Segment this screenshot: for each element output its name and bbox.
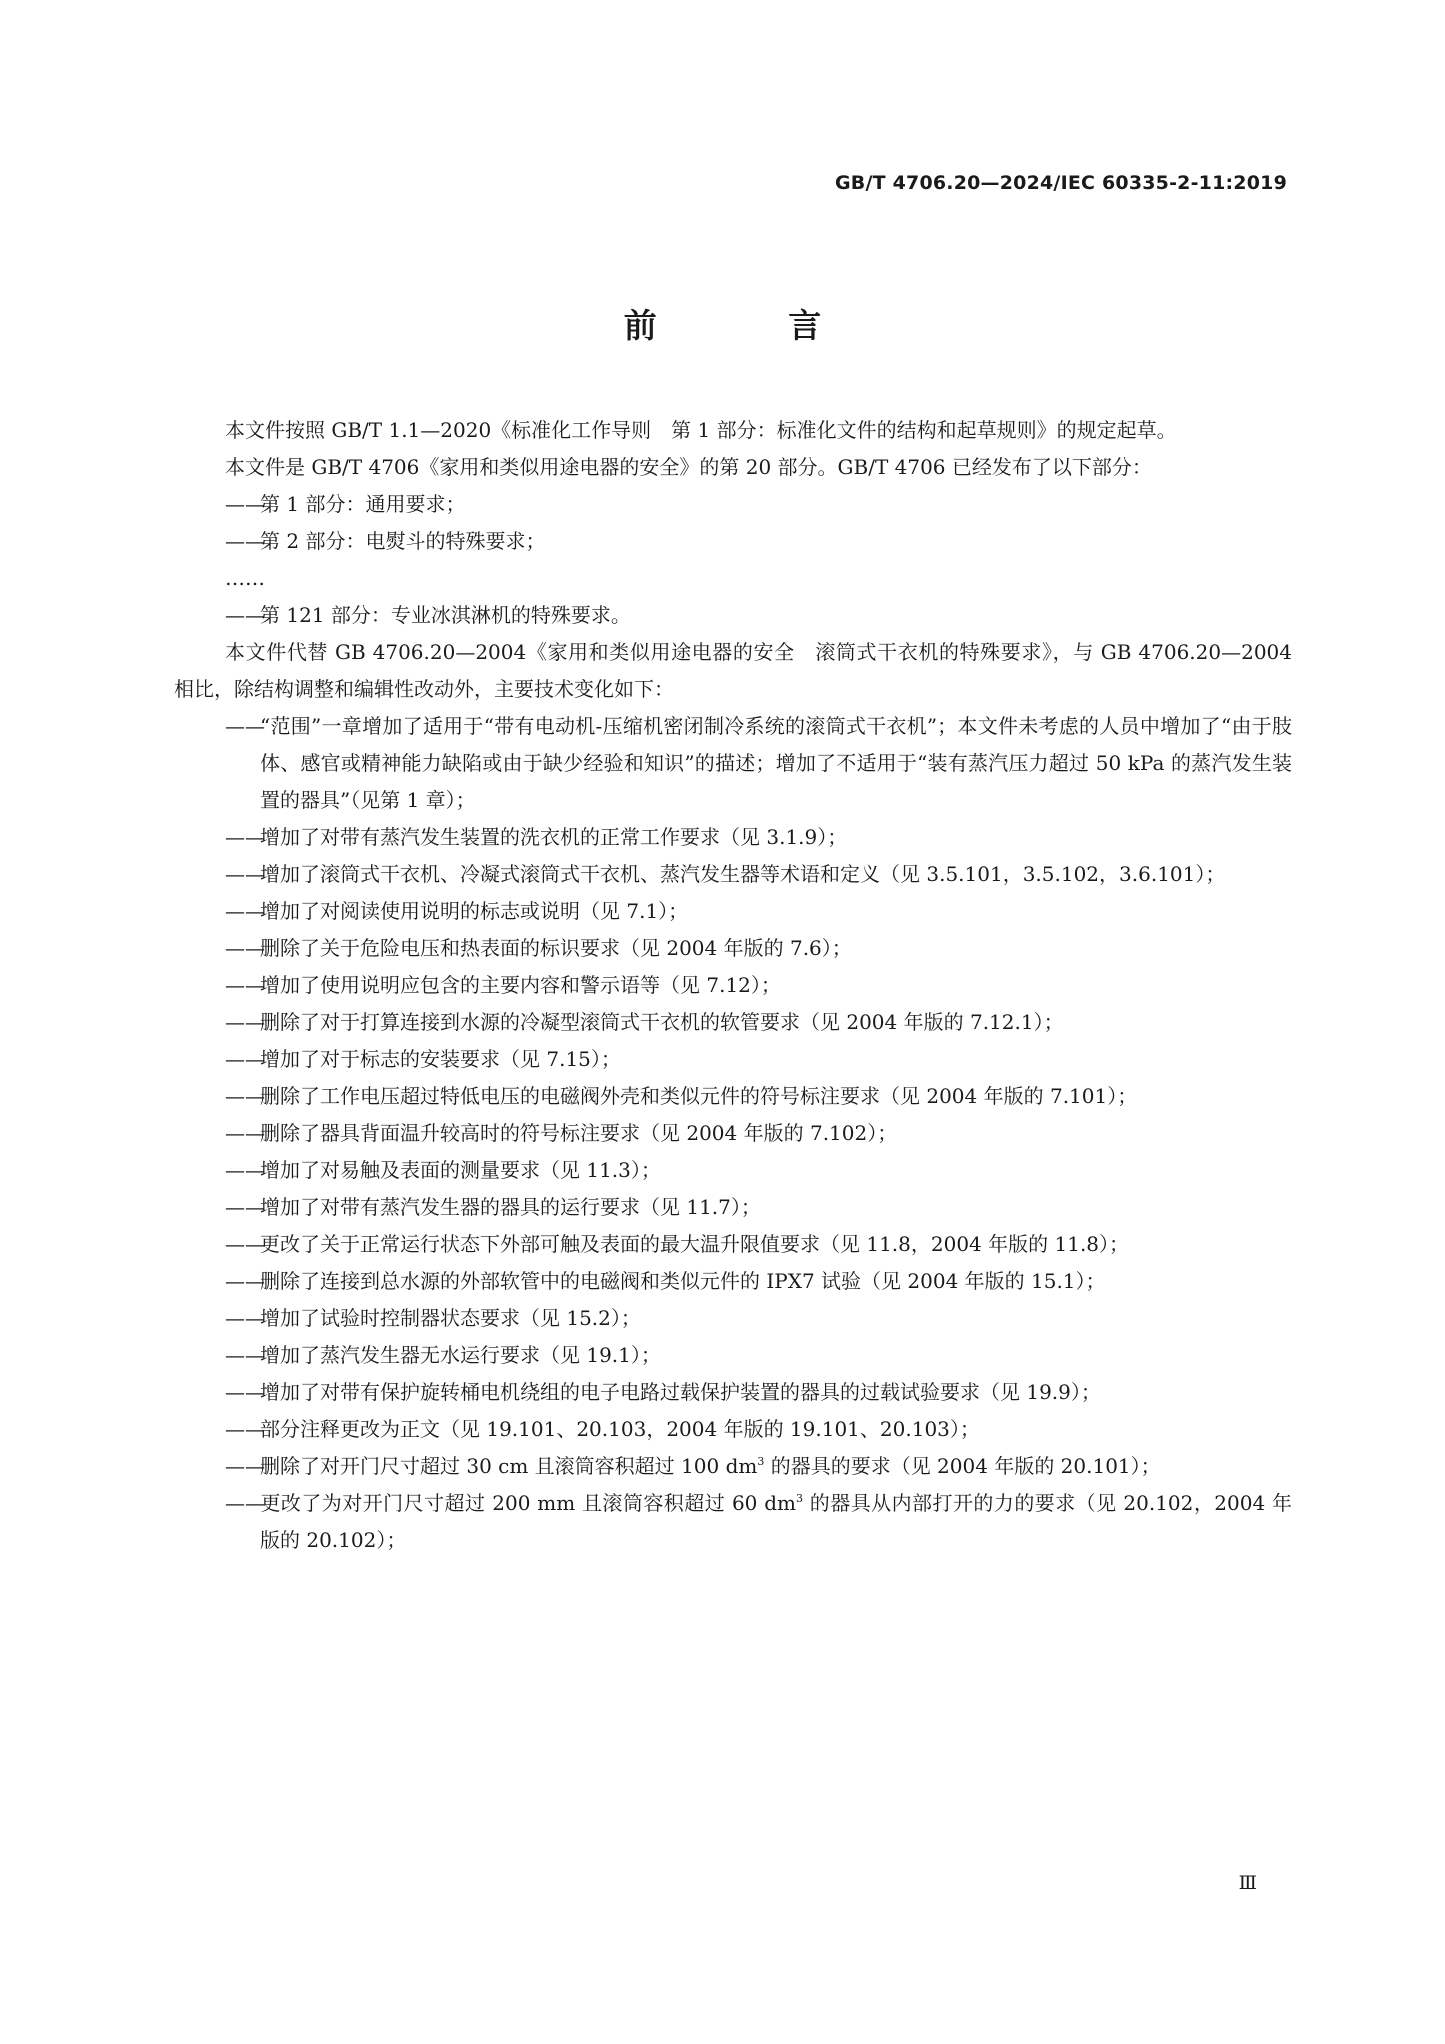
change-item-text: 增加了对带有蒸汽发生装置的洗衣机的正常工作要求（见 3.1.9）； [260,825,848,849]
list-dash: —— [225,1158,265,1182]
list-dash: —— [225,973,265,997]
change-item-text: 的器具从内部打开的力的要求（见 20.102，2004 年版的 20.102）； [260,1491,1292,1552]
change-item [174,1152,1292,1189]
change-item-text: 删除了工作电压超过特低电压的电磁阀外壳和类似元件的符号标注要求（见 2004 年版的 7.101）； [260,1084,1138,1108]
list-dash: —— [225,529,265,553]
list-dash: —— [225,1380,265,1404]
list-dash: —— [225,1084,265,1108]
change-item [174,1485,1292,1559]
list-dash: —— [225,936,265,960]
list-dash: —— [225,1121,265,1145]
change-item-text: 的器具的要求（见 2004 年版的 20.101）； [764,1454,1161,1478]
change-item-text: “范围”一章增加了适用于“带有电动机-压缩机密闭制冷系统的滚筒式干衣机”；本文件未考虑的人员中增加了“由于肢体、感官或精神能力缺陷或由于缺少经验和知识”的描述；增加了不适用于“装有蒸汽压力超过 50 kPa 的蒸汽发生装置的器具”（见第 1 章）； [260,714,1292,812]
change-item [174,819,1292,856]
change-item-text: 删除了对开门尺寸超过 30 cm 且滚筒容积超过 100 dm [260,1454,758,1478]
list-dash: —— [225,1047,265,1071]
superscript-cubic: 3 [757,1455,765,1468]
list-dash: —— [225,1454,265,1478]
change-item [174,1337,1292,1374]
page-number: Ⅲ [1238,1872,1257,1894]
change-item-text: 增加了滚筒式干衣机、冷凝式滚筒式干衣机、蒸汽发生器等术语和定义（见 3.5.101，3.5.102，3.6.101）； [260,862,1226,886]
list-item [174,486,1292,523]
change-item-text: 增加了蒸汽发生器无水运行要求（见 19.1）； [260,1343,661,1367]
list-dash: —— [225,1232,265,1256]
change-item [174,1226,1292,1263]
paragraph-replacement: 本文件代替 GB 4706.20—2004《家用和类似用途电器的安全 滚筒式干衣机的特殊要求》，与 GB 4706.20—2004 相比，除结构调整和编辑性改动外，主要技术变化如下： [174,640,1292,701]
change-item [174,893,1292,930]
list-dash: —— [225,714,265,738]
paragraph-series-part: 本文件是 GB/T 4706《家用和类似用途电器的安全》的第 20 部分。GB/T 4706 已经发布了以下部分： [225,455,1152,479]
change-item [174,1115,1292,1152]
list-dash: —— [225,1269,265,1293]
change-item [174,1004,1292,1041]
change-item-text: 删除了器具背面温升较高时的符号标注要求（见 2004 年版的 7.102）； [260,1121,898,1145]
change-item-text: 增加了对于标志的安装要求（见 7.15）； [260,1047,621,1071]
change-item-text: 增加了对带有保护旋转桶电机绕组的电子电路过载保护装置的器具的过载试验要求（见 19.9）； [260,1380,1101,1404]
change-item [174,967,1292,1004]
list-dash: —— [225,1306,265,1330]
change-item [174,1300,1292,1337]
change-item [174,1041,1292,1078]
change-item-text: 更改了为对开门尺寸超过 200 mm 且滚筒容积超过 60 dm [260,1491,796,1515]
change-item-text: 更改了关于正常运行状态下外部可触及表面的最大温升限值要求（见 11.8，2004 年版的 11.8）； [260,1232,1130,1256]
list-dash: —— [225,1010,265,1034]
change-item [174,1448,1292,1485]
standard-number-header: GB/T 4706.20—2024/IEC 60335-2-11:2019 [835,172,1287,194]
change-item-text: 删除了连接到总水源的外部软管中的电磁阀和类似元件的 IPX7 试验（见 2004 年版的 15.1）； [260,1269,1106,1293]
list-item-text: 第 2 部分：电熨斗的特殊要求； [260,529,546,553]
change-item [174,1411,1292,1448]
list-dash: —— [225,899,265,923]
change-item-text: 部分注释更改为正文（见 19.101、20.103，2004 年版的 19.101、20.103）； [260,1417,980,1441]
list-dash: —— [225,1195,265,1219]
list-item [174,597,1292,634]
change-item-text: 删除了对于打算连接到水源的冷凝型滚筒式干衣机的软管要求（见 2004 年版的 7.12.1）； [260,1010,1064,1034]
list-item [174,523,1292,560]
change-item [174,1263,1292,1300]
page-title: 前 言 [623,306,882,345]
change-item [174,708,1292,819]
paragraph-drafting-rules: 本文件按照 GB/T 1.1—2020《标准化工作导则 第 1 部分：标准化文件的结构和起草规则》的规定起草。 [225,418,1177,442]
list-dash: —— [225,603,265,627]
list-dash: —— [225,1343,265,1367]
change-item-text: 增加了使用说明应包含的主要内容和警示语等（见 7.12）； [260,973,781,997]
change-item-text: 增加了试验时控制器状态要求（见 15.2）； [260,1306,641,1330]
document-body [174,412,1292,1559]
list-ellipsis: …… [225,566,265,590]
change-item [174,1189,1292,1226]
list-dash: —— [225,1491,265,1515]
change-item [174,1374,1292,1411]
change-item-text: 增加了对带有蒸汽发生器的器具的运行要求（见 11.7）； [260,1195,761,1219]
change-item-text: 增加了对阅读使用说明的标志或说明（见 7.1）； [260,899,689,923]
list-item-text: 第 121 部分：专业冰淇淋机的特殊要求。 [260,603,631,627]
list-item-text: 第 1 部分：通用要求； [260,492,466,516]
list-dash: —— [225,1417,265,1441]
list-dash: —— [225,825,265,849]
change-item [174,856,1292,893]
change-item-text: 增加了对易触及表面的测量要求（见 11.3）； [260,1158,661,1182]
list-dash: —— [225,492,265,516]
change-item [174,1078,1292,1115]
change-item [174,930,1292,967]
superscript-cubic: 3 [795,1492,803,1505]
list-dash: —— [225,862,265,886]
change-item-text: 删除了关于危险电压和热表面的标识要求（见 2004 年版的 7.6）； [260,936,852,960]
